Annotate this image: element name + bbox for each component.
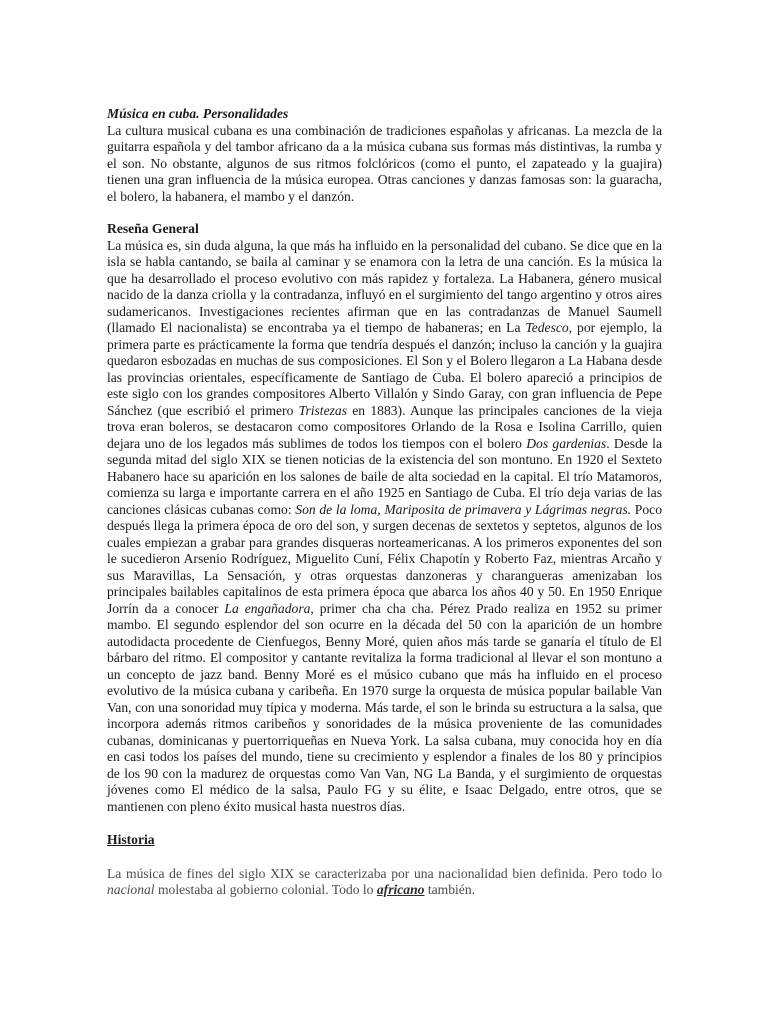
resena-paragraph xyxy=(107,238,662,816)
historia-paragraph xyxy=(107,866,662,899)
heading-historia: Historia xyxy=(107,832,155,847)
resena-title-la-enganadora: La engañadora xyxy=(224,600,311,616)
resena-text-6: , primer cha cha cha. Pérez Prado realiza en 1952 su primer mambo. El segundo esplendor del son ocurre en la década del 50 con la aparición de un hombre autodidacta procedente de Cienfuegos, Benny Moré, quien años más tarde se ganaría el título de El bárbaro del ritmo. El compositor y cantante revitaliza la forma tradicional al llevar el son montuno a un concepto de jazz band. Benny Moré es el músico cubano que más ha influido en el proceso evolutivo de la música cubana y caribeña. En 1970 surge la orquesta de música popular bailable Van Van, con una sonoridad muy típica y moderna. Más tarde, el son le brinda su estructura a la salsa, que incorpora además ritmos caribeños y sonoridades de la música proveniente de las comunidades cubanas, dominicanas y puertorriqueñas en Nueva York. La salsa cubana, muy conocida hoy en día en casi todos los países del mundo, tiene su crecimiento y esplendor a finales de los 80 y principios de los 90 con la madurez de orquestas como Van Van, NG La Banda, y el surgimiento de orquestas jóvenes como El médico de la salsa, Paulo FG y su élite, e Isaac Delgado, entre otros, que se mantienen con pleno éxito musical hasta nuestros días. xyxy=(107,600,662,814)
historia-text-1: La música de fines del siglo XIX se caracterizaba por una nacionalidad bien definida. Pero todo lo xyxy=(107,865,662,881)
historia-word-africano: africano xyxy=(376,882,425,897)
resena-titles-son-de-la-loma: Son de la loma, Mariposita de primavera y Lágrimas negras. xyxy=(295,501,632,517)
resena-title-tedesco: Tedesco xyxy=(525,320,569,335)
resena-title-dos-gardenias: Dos gardenias xyxy=(526,435,607,451)
resena-text-2: , por ejemplo, la primera parte es prácticamente la forma que tendría después el danzón; incluso la canción y la guajira quedaron esbozadas en muchas de sus composiciones. El Son y el Bolero llegaron a La Habana desde las provincias orientales, específicamente de Santiago de Cuba. El bolero apareció a principios de este siglo con los grandes compositores Alberto Villalón y Sindo Garay, con gran influencia de Pepe Sánchez (que escribió el primero xyxy=(107,320,662,418)
resena-text-5: Poco después llega la primera época de oro del son, y surgen decenas de sextetos y septetos, algunos de los cuales empiezan a grabar para grandes disqueras norteamericanas. A los primeros exponentes del son le sucedieron Arsenio Rodríguez, Miguelito Cuní, Félix Chapotín y Roberto Faz, mientras Arcaño y sus Maravillas, La Sensación, y otras orquestas danzoneras y charangueras amenizaban los principales bailables capitalinos de esta primera época que abarca los años 40 y 50. En 1950 Enrique Jorrín da a conocer xyxy=(107,501,662,616)
resena-text-3: en 1883). Aunque las principales canciones de la vieja trova eran boleros, se destacaron como compositores Orlando de la Rosa e Isolina Carrillo, quien dejara uno de los legados más sublimes de todos los tiempos con el bolero xyxy=(107,402,662,451)
resena-title-tristezas: Tristezas xyxy=(298,402,347,418)
intro-paragraph: La cultura musical cubana es una combinación de tradiciones españolas y africanas. La mezcla de la guitarra española y del tambor africano da a la música cubana sus formas más distintivas, la rumba y el son. No obstante, algunos de sus ritmos folclóricos (como el punto, el zapateado y la guajira) tienen una gran influencia de la música europea. Otras canciones y danzas famosas son: la guaracha, el bolero, la habanera, el mambo y el danzón. xyxy=(107,122,662,204)
historia-text-2: molestaba al gobierno colonial. Todo lo xyxy=(154,882,377,897)
historia-text-3: también. xyxy=(424,882,476,897)
heading-resena-general: Reseña General xyxy=(107,221,199,236)
resena-text-4: . Desde la segunda mitad del siglo XIX se tienen noticias de la existencia del son montuno. En 1920 el Sexteto Habanero hace su aparición en los salones de baile de alta sociedad en la capital. El trío Matamoros, comienza su larga e importante carrera en el año 1925 en Santiago de Cuba. El trío deja varias de las canciones clásicas cubanas como: xyxy=(107,435,662,517)
historia-word-nacional: nacional xyxy=(107,882,155,897)
resena-text-1: La música es, sin duda alguna, la que más ha influido en la personalidad del cubano. Se dice que en la isla se habla cantando, se baila al caminar y se enamora con la letra de una canción. Es la música la que ha desarrollado el proceso evolutivo con más rapidez y fortaleza. La Habanera, género musical nacido de la danza criolla y la contradanza, influyó en el surgimiento del tango argentino y otros aires sudamericanos. Investigaciones recientes afirman que en las contradanzas de Manuel Saumell (llamado El nacionalista) se encontraba ya el tiempo de habaneras; en La xyxy=(107,237,662,335)
heading-musica-en-cuba: Música en cuba. Personalidades xyxy=(107,106,289,121)
document-page xyxy=(107,106,662,899)
